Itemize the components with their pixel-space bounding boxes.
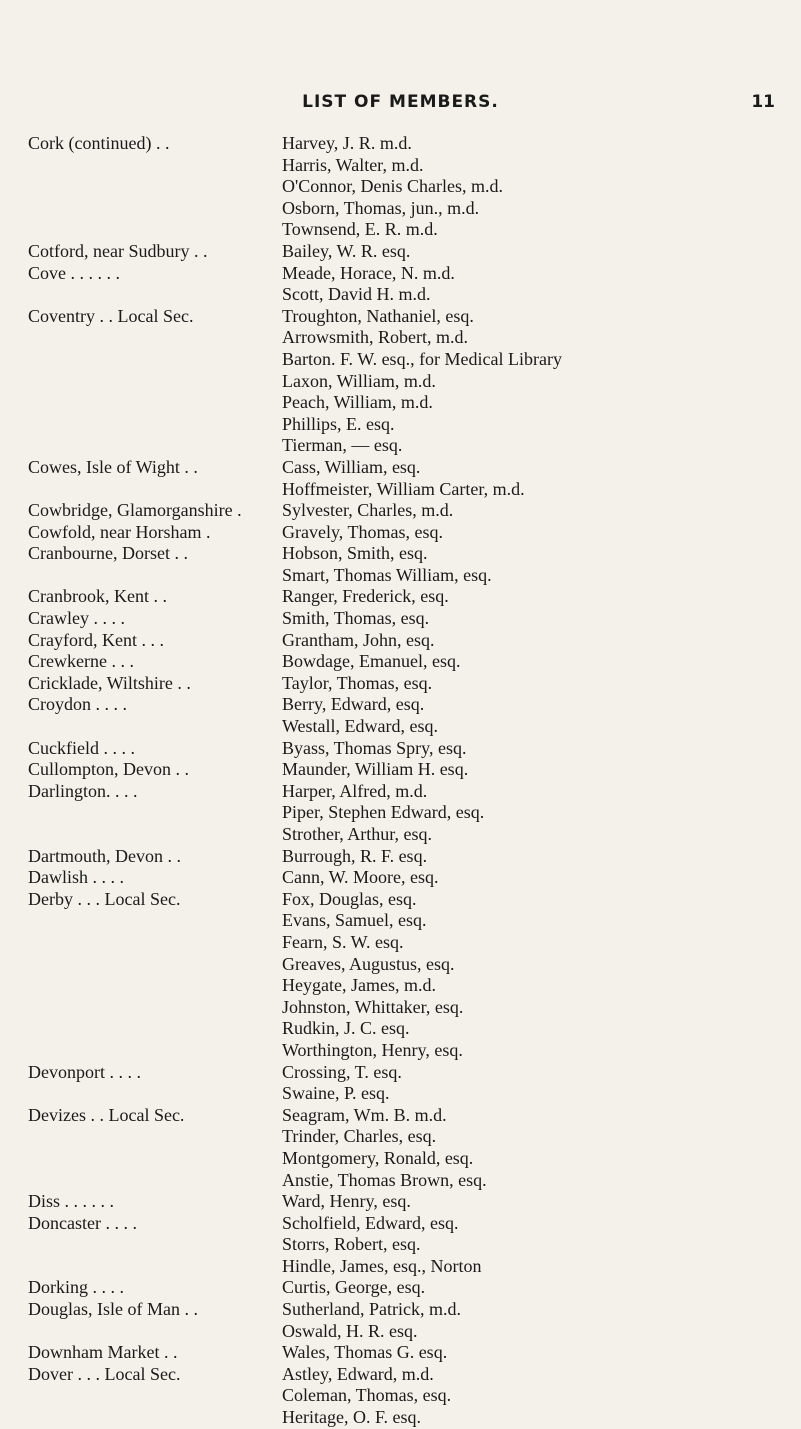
member-name: Trinder, Charles, esq. bbox=[282, 1126, 437, 1147]
member-name: Seagram, Wm. B. m.d. bbox=[282, 1104, 447, 1125]
member-name: Peach, William, m.d. bbox=[282, 392, 433, 413]
place-label: Cullompton, Devon . . bbox=[28, 759, 189, 780]
place-label: Devonport . . . . bbox=[28, 1061, 141, 1082]
running-title: LIST OF MEMBERS. bbox=[302, 92, 499, 112]
list-item bbox=[0, 133, 801, 155]
member-name: Phillips, E. esq. bbox=[282, 413, 395, 434]
list-item bbox=[0, 284, 801, 306]
place-label: Douglas, Isle of Man . . bbox=[28, 1299, 198, 1320]
member-name: Hoffmeister, William Carter, m.d. bbox=[282, 478, 525, 499]
member-name: Troughton, Nathaniel, esq. bbox=[282, 305, 474, 326]
member-name: Arrowsmith, Robert, m.d. bbox=[282, 327, 468, 348]
place-label: Darlington. . . . bbox=[28, 780, 138, 801]
member-name: Townsend, E. R. m.d. bbox=[282, 219, 438, 240]
place-label: Dover . . . Local Sec. bbox=[28, 1363, 181, 1384]
member-name: Coleman, Thomas, esq. bbox=[282, 1385, 452, 1406]
member-name: Piper, Stephen Edward, esq. bbox=[282, 802, 485, 823]
place-label: Cowes, Isle of Wight . . bbox=[28, 456, 198, 477]
list-item bbox=[0, 716, 801, 738]
member-name: Meade, Horace, N. m.d. bbox=[282, 262, 455, 283]
member-name: O'Connor, Denis Charles, m.d. bbox=[282, 176, 504, 197]
list-item bbox=[0, 802, 801, 824]
list-item bbox=[0, 435, 801, 457]
member-name: Swaine, P. esq. bbox=[282, 1083, 390, 1104]
list-item bbox=[0, 889, 801, 911]
list-item bbox=[0, 954, 801, 976]
member-name: Ranger, Frederick, esq. bbox=[282, 586, 449, 607]
place-label: Crayford, Kent . . . bbox=[28, 629, 164, 650]
place-label: Cowfold, near Horsham . bbox=[28, 521, 211, 542]
place-label: Cowbridge, Glamorganshire . bbox=[28, 500, 242, 521]
list-item bbox=[0, 1407, 801, 1429]
member-name: Cann, W. Moore, esq. bbox=[282, 867, 439, 888]
place-label: Dorking . . . . bbox=[28, 1277, 124, 1298]
list-item bbox=[0, 176, 801, 198]
place-label: Diss . . . . . . bbox=[28, 1191, 115, 1212]
member-name: Tierman, — esq. bbox=[282, 435, 403, 456]
list-item bbox=[0, 1062, 801, 1084]
member-name: Sylvester, Charles, m.d. bbox=[282, 500, 454, 521]
place-label: Cove . . . . . . bbox=[28, 262, 120, 283]
place-label: Devizes . . Local Sec. bbox=[28, 1104, 185, 1125]
page-header bbox=[0, 92, 801, 116]
list-item bbox=[0, 306, 801, 328]
list-item bbox=[0, 219, 801, 241]
list-item bbox=[0, 414, 801, 436]
member-name: Greaves, Augustus, esq. bbox=[282, 953, 455, 974]
list-item bbox=[0, 651, 801, 673]
member-name: Strother, Arthur, esq. bbox=[282, 824, 433, 844]
list-item bbox=[0, 694, 801, 716]
member-name: Harvey, J. R. m.d. bbox=[282, 133, 412, 153]
member-name: Maunder, William H. esq. bbox=[282, 759, 469, 780]
list-item bbox=[0, 543, 801, 565]
list-item bbox=[0, 1191, 801, 1213]
list-item bbox=[0, 263, 801, 285]
place-label: Cranbourne, Dorset . . bbox=[28, 543, 188, 564]
list-item bbox=[0, 781, 801, 803]
list-item bbox=[0, 327, 801, 349]
list-item bbox=[0, 997, 801, 1019]
member-name: Burrough, R. F. esq. bbox=[282, 845, 428, 866]
list-item bbox=[0, 1105, 801, 1127]
list-item bbox=[0, 155, 801, 177]
list-item bbox=[0, 738, 801, 760]
place-label: Cranbrook, Kent . . bbox=[28, 586, 167, 607]
member-name: Bailey, W. R. esq. bbox=[282, 240, 411, 261]
list-item bbox=[0, 565, 801, 587]
list-item bbox=[0, 867, 801, 889]
list-item bbox=[0, 371, 801, 393]
member-name: Fox, Douglas, esq. bbox=[282, 888, 417, 909]
place-label: Croydon . . . . bbox=[28, 694, 127, 715]
list-item bbox=[0, 522, 801, 544]
place-label: Derby . . . Local Sec. bbox=[28, 888, 181, 909]
list-item bbox=[0, 1213, 801, 1235]
list-item bbox=[0, 1277, 801, 1299]
place-label: Cuckfield . . . . bbox=[28, 737, 135, 758]
member-name: Grantham, John, esq. bbox=[282, 629, 435, 650]
member-name: Storrs, Robert, esq. bbox=[282, 1234, 421, 1255]
member-name: Heritage, O. F. esq. bbox=[282, 1407, 422, 1428]
member-name: Johnston, Whittaker, esq. bbox=[282, 996, 464, 1017]
list-item bbox=[0, 608, 801, 630]
member-name: Taylor, Thomas, esq. bbox=[282, 672, 433, 693]
list-item bbox=[0, 1299, 801, 1321]
place-label: Dartmouth, Devon . . bbox=[28, 845, 181, 866]
member-name: Hobson, Smith, esq. bbox=[282, 543, 428, 564]
member-name: Scott, David H. m.d. bbox=[282, 284, 431, 305]
member-name: Montgomery, Ronald, esq. bbox=[282, 1147, 474, 1168]
member-name: Gravely, Thomas, esq. bbox=[282, 521, 443, 542]
list-item bbox=[0, 824, 801, 846]
place-label: Crewkerne . . . bbox=[28, 651, 134, 672]
member-name: Curtis, George, esq. bbox=[282, 1277, 426, 1298]
list-item bbox=[0, 349, 801, 371]
member-name: Heygate, James, m.d. bbox=[282, 975, 436, 996]
place-label: Crawley . . . . bbox=[28, 608, 125, 629]
member-name: Barton. F. W. esq., for Medical Library bbox=[282, 348, 563, 369]
place-label: Cricklade, Wiltshire . . bbox=[28, 672, 191, 693]
member-name: Crossing, T. esq. bbox=[282, 1061, 402, 1082]
place-label: Downham Market . . bbox=[28, 1342, 178, 1363]
member-name: Rudkin, J. C. esq. bbox=[282, 1018, 410, 1039]
member-name: Osborn, Thomas, jun., m.d. bbox=[282, 197, 480, 218]
member-name: Smart, Thomas William, esq. bbox=[282, 564, 492, 585]
place-label: Doncaster . . . . bbox=[28, 1212, 137, 1233]
list-item bbox=[0, 759, 801, 781]
list-item bbox=[0, 673, 801, 695]
place-label: Cork (continued) . . bbox=[28, 133, 170, 153]
member-name: Byass, Thomas Spry, esq. bbox=[282, 737, 467, 758]
list-item bbox=[0, 198, 801, 220]
member-name: Berry, Edward, esq. bbox=[282, 694, 425, 715]
member-name: Wales, Thomas G. esq. bbox=[282, 1342, 448, 1363]
list-item bbox=[0, 1040, 801, 1062]
member-name: Hindle, James, esq., Norton bbox=[282, 1255, 482, 1276]
list-item bbox=[0, 1256, 801, 1278]
list-item bbox=[0, 1234, 801, 1256]
list-item bbox=[0, 846, 801, 868]
list-item bbox=[0, 457, 801, 479]
list-item bbox=[0, 392, 801, 414]
member-name: Oswald, H. R. esq. bbox=[282, 1320, 418, 1341]
member-name: Scholfield, Edward, esq. bbox=[282, 1212, 459, 1233]
member-name: Ward, Henry, esq. bbox=[282, 1191, 411, 1212]
page-number: 11 bbox=[751, 92, 775, 112]
list-item bbox=[0, 479, 801, 501]
member-name: Sutherland, Patrick, m.d. bbox=[282, 1299, 461, 1320]
list-item bbox=[0, 1018, 801, 1040]
member-name: Astley, Edward, m.d. bbox=[282, 1363, 434, 1384]
member-name: Cass, William, esq. bbox=[282, 456, 421, 477]
member-name: Bowdage, Emanuel, esq. bbox=[282, 651, 461, 672]
list-item bbox=[0, 500, 801, 522]
list-item bbox=[0, 975, 801, 997]
list-item bbox=[0, 1342, 801, 1364]
place-label: Coventry . . Local Sec. bbox=[28, 305, 194, 326]
list-item bbox=[0, 1364, 801, 1386]
list-item bbox=[0, 1170, 801, 1192]
place-label: Dawlish . . . . bbox=[28, 867, 124, 888]
list-item bbox=[0, 910, 801, 932]
list-item bbox=[0, 241, 801, 263]
member-name: Fearn, S. W. esq. bbox=[282, 931, 404, 952]
list-item bbox=[0, 1126, 801, 1148]
member-name: Harper, Alfred, m.d. bbox=[282, 780, 428, 801]
list-item bbox=[0, 1083, 801, 1105]
member-name: Harris, Walter, m.d. bbox=[282, 154, 424, 175]
member-name: Worthington, Henry, esq. bbox=[282, 1039, 463, 1060]
members-list bbox=[0, 133, 801, 1429]
list-item bbox=[0, 630, 801, 652]
member-name: Westall, Edward, esq. bbox=[282, 716, 439, 737]
member-name: Smith, Thomas, esq. bbox=[282, 608, 430, 629]
list-item bbox=[0, 1385, 801, 1407]
place-label: Cotford, near Sudbury . . bbox=[28, 240, 208, 261]
list-item bbox=[0, 586, 801, 608]
list-item bbox=[0, 1148, 801, 1170]
member-name: Laxon, William, m.d. bbox=[282, 370, 436, 391]
member-name: Anstie, Thomas Brown, esq. bbox=[282, 1169, 487, 1190]
list-item bbox=[0, 932, 801, 954]
list-item bbox=[0, 1321, 801, 1343]
member-name: Evans, Samuel, esq. bbox=[282, 910, 427, 931]
